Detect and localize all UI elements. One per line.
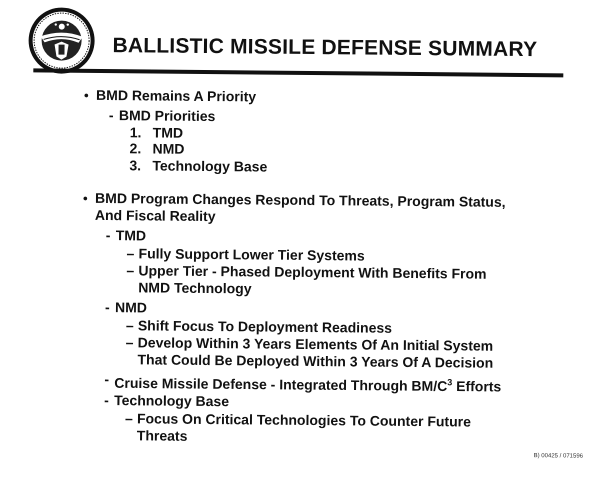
endash-marker: – — [126, 245, 135, 262]
dash-marker: - — [104, 371, 110, 388]
endash-marker: – — [125, 317, 134, 334]
endash-marker: – — [126, 262, 135, 279]
tmd-point: Fully Support Lower Tier Systems — [138, 245, 365, 264]
priority-text: Technology Base — [152, 157, 268, 175]
item2-line1: BMD Program Changes Respond To Threats, Program Status, — [95, 189, 506, 210]
priority-item — [129, 157, 267, 175]
priority-text: NMD — [152, 140, 185, 157]
item1-text: BMD Remains A Priority — [96, 86, 257, 105]
nmd-point-continued: That Could Be Deployed Within 3 Years Of A Decision — [137, 351, 494, 371]
cruise-suffix: Efforts — [452, 378, 502, 395]
title-underline — [33, 68, 563, 77]
tmd-point-continued: NMD Technology — [138, 279, 252, 297]
priority-number: 3. — [129, 157, 142, 174]
priority-text: TMD — [152, 124, 184, 141]
priority-item — [130, 124, 183, 142]
dash-marker: - — [104, 392, 109, 409]
footer-code: B) 00425 / 071596 — [533, 453, 584, 460]
nmd-point: Shift Focus To Deployment Readiness — [137, 317, 393, 336]
techbase-point: Focus On Critical Technologies To Counter Future — [136, 410, 472, 430]
bullet-marker: • — [83, 190, 88, 206]
priority-number: 1. — [129, 124, 142, 141]
dash-marker: - — [108, 107, 114, 124]
bullet-marker: • — [84, 87, 89, 103]
endash-marker: – — [125, 334, 134, 351]
priority-number: 2. — [129, 140, 142, 157]
nmd-heading: NMD — [114, 299, 148, 316]
page-title: BALLISTIC MISSILE DEFENSE SUMMARY — [112, 34, 538, 62]
endash-marker: – — [124, 410, 133, 427]
tmd-point: Upper Tier - Phased Deployment With Benefits From — [138, 262, 487, 282]
dash-marker: - — [105, 227, 111, 244]
department-of-defense-seal-icon — [27, 6, 96, 75]
nmd-point: Develop Within 3 Years Elements Of An Initial System — [137, 334, 494, 354]
techbase-point-continued: Threats — [136, 427, 188, 444]
item2-line2: And Fiscal Reality — [94, 206, 216, 225]
cruise-superscript: 3 — [447, 377, 453, 388]
techbase-heading: Technology Base — [114, 392, 230, 410]
bmd-priorities-heading: BMD Priorities — [118, 107, 216, 125]
tmd-heading: TMD — [115, 227, 147, 244]
dash-marker: - — [104, 299, 110, 316]
priority-item — [129, 140, 184, 158]
cruise-text: Cruise Missile Defense - Integrated Through BM/C — [114, 374, 448, 394]
